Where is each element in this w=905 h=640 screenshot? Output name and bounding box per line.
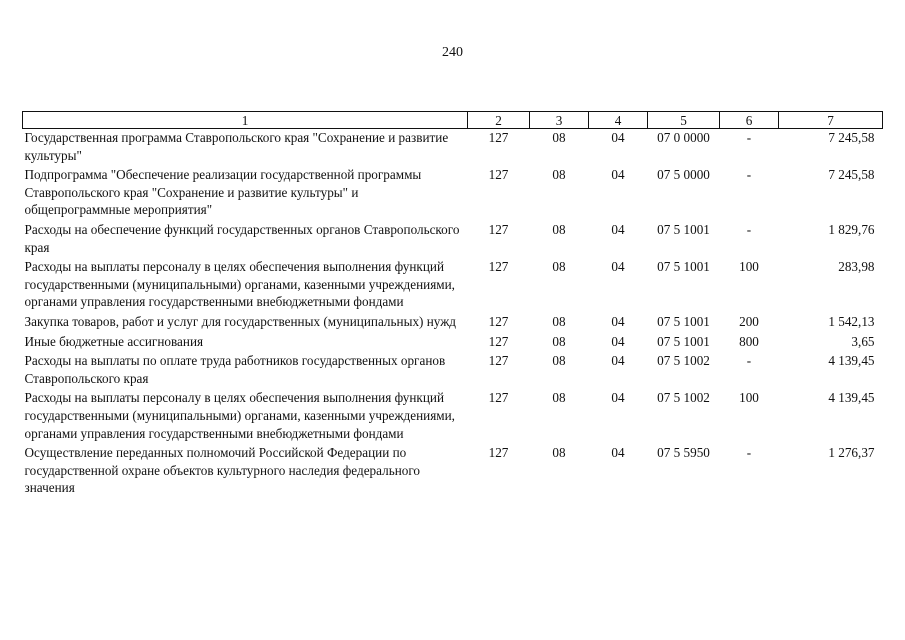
row-section: 08 bbox=[552, 221, 566, 237]
page-number: 240 bbox=[442, 45, 463, 60]
row-subsection: 04 bbox=[611, 167, 625, 183]
row-name: Государственная программа Ставропольского края "Сохранение и развитие культуры" bbox=[24, 130, 449, 163]
row-amount: 1 276,37 bbox=[828, 445, 875, 461]
row-expense-type: 800 bbox=[739, 333, 759, 349]
row-section: 08 bbox=[552, 167, 566, 183]
row-subsection: 04 bbox=[611, 313, 625, 329]
row-subsection: 04 bbox=[611, 333, 625, 349]
column-header-4: 4 bbox=[589, 112, 648, 129]
table-row bbox=[23, 221, 883, 258]
column-header-6: 6 bbox=[720, 112, 779, 129]
table-row bbox=[23, 258, 883, 313]
table-row bbox=[23, 333, 883, 353]
table-row bbox=[23, 444, 883, 499]
row-name: Расходы на выплаты персоналу в целях обеспечения выполнения функций государственными (муниципальными) органами, казенными учреждениями, органами управления государственными внебюджетными фондами bbox=[24, 259, 455, 310]
column-header-5: 5 bbox=[648, 112, 720, 129]
row-amount: 283,98 bbox=[838, 259, 875, 275]
row-amount: 4 139,45 bbox=[828, 390, 875, 406]
row-ministry: 127 bbox=[488, 333, 509, 349]
row-ministry: 127 bbox=[488, 390, 509, 406]
row-target: 07 5 1001 bbox=[657, 259, 710, 275]
row-section: 08 bbox=[552, 130, 566, 145]
row-expense-type: 200 bbox=[739, 313, 759, 329]
column-header-3: 3 bbox=[530, 112, 589, 129]
row-expense-type: - bbox=[746, 221, 752, 237]
column-header-2: 2 bbox=[468, 112, 530, 129]
row-target: 07 0 0000 bbox=[657, 130, 710, 145]
column-header-1: 1 bbox=[23, 112, 468, 129]
row-amount: 3,65 bbox=[851, 333, 875, 349]
table-row bbox=[23, 389, 883, 444]
row-section: 08 bbox=[552, 259, 566, 275]
row-name: Расходы на выплаты персоналу в целях обеспечения выполнения функций государственными (муниципальными) органами, казенными учреждениями, органами управления государственными внебюджетными фондами bbox=[24, 390, 455, 441]
row-target: 07 5 5950 bbox=[657, 445, 710, 461]
row-amount: 7 245,58 bbox=[828, 167, 875, 183]
row-ministry: 127 bbox=[488, 259, 509, 275]
row-target: 07 5 1002 bbox=[657, 390, 710, 406]
row-section: 08 bbox=[552, 333, 566, 349]
row-ministry: 127 bbox=[488, 130, 509, 145]
column-number-row bbox=[23, 112, 883, 129]
row-ministry: 127 bbox=[488, 313, 509, 329]
row-expense-type: 100 bbox=[739, 390, 759, 406]
row-subsection: 04 bbox=[611, 353, 625, 369]
row-target: 07 5 1001 bbox=[657, 313, 710, 329]
row-section: 08 bbox=[552, 353, 566, 369]
table-row bbox=[23, 166, 883, 221]
row-expense-type: 100 bbox=[739, 259, 759, 275]
row-expense-type: - bbox=[746, 445, 752, 461]
row-ministry: 127 bbox=[488, 167, 509, 183]
row-target: 07 5 1001 bbox=[657, 333, 710, 349]
row-ministry: 127 bbox=[488, 353, 509, 369]
row-target: 07 5 1001 bbox=[657, 221, 710, 237]
row-expense-type: - bbox=[746, 130, 752, 145]
row-section: 08 bbox=[552, 390, 566, 406]
budget-table bbox=[22, 111, 883, 499]
row-subsection: 04 bbox=[611, 221, 625, 237]
row-name: Иные бюджетные ассигнования bbox=[24, 333, 204, 349]
row-expense-type: - bbox=[746, 353, 752, 369]
row-subsection: 04 bbox=[611, 445, 625, 461]
row-target: 07 5 0000 bbox=[657, 167, 710, 183]
row-ministry: 127 bbox=[488, 445, 509, 461]
row-amount: 7 245,58 bbox=[828, 130, 875, 145]
row-subsection: 04 bbox=[611, 130, 625, 145]
row-expense-type: - bbox=[746, 167, 752, 183]
column-header-7: 7 bbox=[779, 112, 883, 129]
row-section: 08 bbox=[552, 313, 566, 329]
row-section: 08 bbox=[552, 445, 566, 461]
row-target: 07 5 1002 bbox=[657, 353, 710, 369]
row-amount: 4 139,45 bbox=[828, 353, 875, 369]
row-subsection: 04 bbox=[611, 390, 625, 406]
table-row bbox=[23, 313, 883, 333]
table-row bbox=[23, 352, 883, 389]
row-amount: 1 542,13 bbox=[828, 313, 875, 329]
row-name: Расходы на обеспечение функций государственных органов Ставропольского края bbox=[24, 221, 460, 255]
row-name: Осуществление переданных полномочий Российской Федерации по государственной охране объектов культурного наследия федерального значения bbox=[24, 445, 421, 496]
row-name: Расходы на выплаты по оплате труда работников государственных органов Ставропольского края bbox=[24, 353, 446, 386]
row-subsection: 04 bbox=[611, 259, 625, 275]
row-name: Закупка товаров, работ и услуг для государственных (муниципальных) нужд bbox=[24, 313, 457, 329]
table-row bbox=[23, 129, 883, 167]
row-name: Подпрограмма "Обеспечение реализации государственной программы Ставропольского края "Сохранение и развитие культуры" и общепрограммные мероприятия" bbox=[24, 167, 422, 218]
row-ministry: 127 bbox=[488, 221, 509, 237]
row-amount: 1 829,76 bbox=[828, 221, 875, 237]
